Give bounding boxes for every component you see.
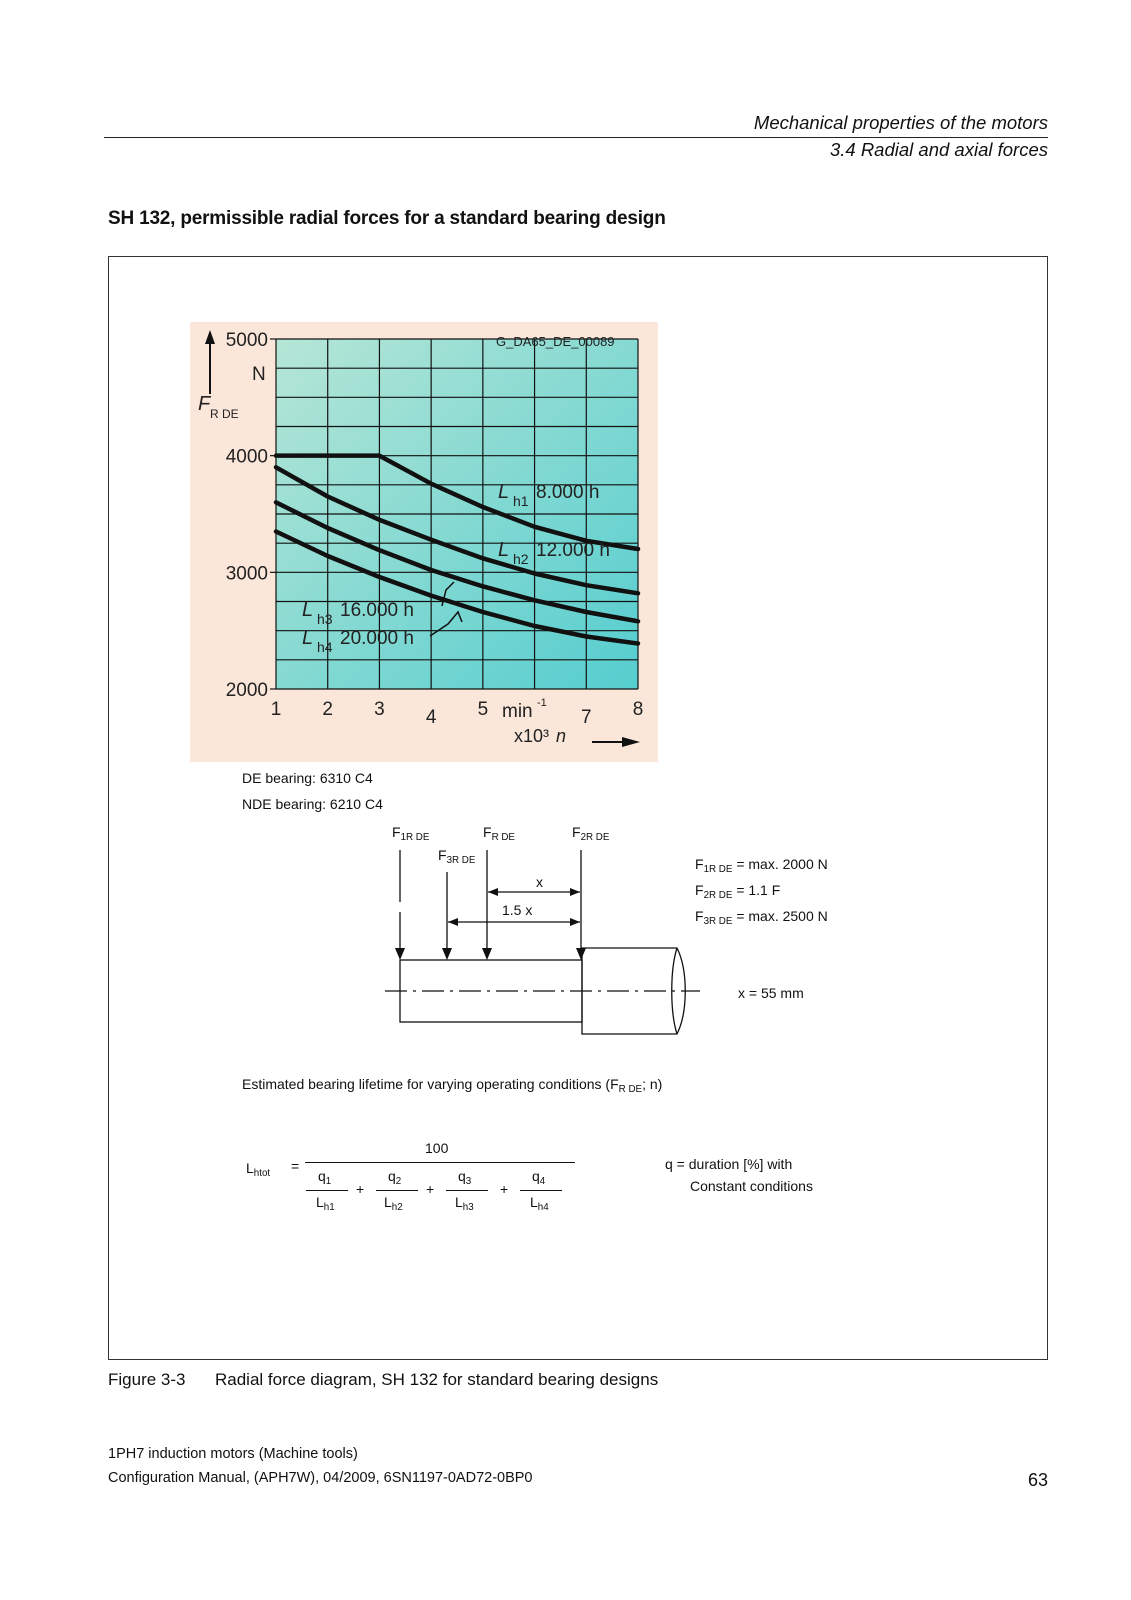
fraction-bar-2: [376, 1190, 418, 1191]
x-value: x = 55 mm: [738, 985, 804, 1001]
series-label-L-h4: L: [302, 627, 314, 649]
x-tick-label: 1: [270, 699, 282, 720]
shaft-diagram: [380, 820, 710, 1050]
q3: $q_3$: [458, 1168, 472, 1187]
x-unit-exponent: -1: [537, 697, 547, 709]
lh3: $L_{h3}$: [455, 1194, 474, 1213]
header-rule: [104, 137, 1048, 138]
footer-line-1: 1PH7 induction motors (Machine tools): [108, 1446, 358, 1462]
header-section: Mechanical properties of the motors: [753, 112, 1048, 133]
formula-equals: =: [291, 1158, 300, 1174]
y-symbol-label: F: [198, 393, 211, 415]
chart-id-label: G_DA65_DE_00089: [496, 334, 615, 349]
formula-numerator: 100: [425, 1140, 449, 1156]
dim-x-left-arrow: [488, 888, 498, 896]
y-unit-label: N: [252, 364, 266, 385]
x-tick-label: 4: [425, 707, 437, 728]
f3-equation: $F_{3R DE} = \max$. 2500 N: [695, 908, 828, 927]
main-fraction-bar: [305, 1162, 575, 1163]
plus-3: +: [500, 1181, 509, 1197]
lh2: $L_{h2}$: [384, 1194, 403, 1213]
lh4: $L_{h4}$: [530, 1194, 549, 1213]
y-tick-label: 4000: [225, 446, 268, 468]
q2: $q_2$: [388, 1168, 402, 1187]
y-symbol-subscript: R DE: [210, 407, 239, 421]
f2-label: $F_{2R DE}$: [572, 824, 610, 843]
dim-x-right-arrow: [570, 888, 580, 896]
series-label-sub-h4: h4: [317, 639, 333, 655]
f3-label: $F_{3R DE}$: [438, 847, 476, 866]
plus-2: +: [426, 1181, 435, 1197]
x-tick-label: 7: [580, 707, 592, 728]
f3-arrowhead: [442, 948, 452, 960]
lifetime-text: Estimated bearing lifetime for varying operating conditions ($F_{R DE}$; n): [242, 1076, 663, 1095]
figure-number: Figure 3-3: [108, 1370, 186, 1389]
q1: $q_1$: [318, 1168, 332, 1187]
dim-15x-left-arrow: [448, 918, 458, 926]
y-axis-arrowhead: [205, 330, 215, 344]
header-subsection: 3.4 Radial and axial forces: [829, 139, 1048, 160]
series-label-value-h2: 12.000 h: [536, 540, 610, 561]
dim-15x-right-arrow: [570, 918, 580, 926]
y-tick-label: 2000: [225, 680, 268, 701]
fraction-bar-4: [520, 1190, 562, 1191]
f1-arrowhead: [395, 948, 405, 960]
series-label-L-h2: L: [498, 539, 510, 561]
x-tick-label: 2: [322, 699, 334, 720]
f2-equation: $F_{2R DE} = 1.1$ F: [695, 882, 781, 901]
x-tick-label: 5: [477, 699, 489, 720]
series-label-sub-h3: h3: [317, 611, 333, 627]
page-number: 63: [1027, 1470, 1048, 1490]
x-axis-arrowhead: [622, 737, 640, 747]
lh1: $L_{h1}$: [316, 1194, 335, 1213]
series-label-L-h3: L: [302, 599, 314, 621]
radial-force-chart: [190, 322, 658, 762]
series-label-L-h1: L: [498, 481, 510, 503]
de-bearing-text: DE bearing: 6310 C4: [242, 770, 373, 786]
footer-line-2: Configuration Manual, (APH7W), 04/2009, 6SN1197-0AD72-0BP0: [108, 1470, 533, 1486]
fr-arrowhead: [482, 948, 492, 960]
plus-1: +: [356, 1181, 365, 1197]
f2-arrowhead: [576, 948, 586, 960]
formula-lhs: $L_{htot}$: [246, 1160, 271, 1179]
fraction-bar-1: [306, 1190, 348, 1191]
x-symbol-label: n: [556, 726, 567, 746]
x-unit-label: min: [502, 701, 533, 722]
y-tick-label: 3000: [225, 563, 268, 585]
series-label-value-h1: 8.000 h: [536, 482, 600, 503]
formula-note-1: q = duration [%] with: [665, 1156, 793, 1172]
x-tick-label: 8: [632, 699, 644, 720]
nde-bearing-text: NDE bearing: 6210 C4: [242, 796, 383, 812]
page-title: SH 132, permissible radial forces for a standard bearing design: [108, 208, 666, 229]
dim-15x-label: 1.5 x: [502, 902, 533, 918]
series-label-value-h4: 20.000 h: [340, 628, 414, 649]
series-label-sub-h1: h1: [513, 493, 529, 509]
f1-label: $F_{1R DE}$: [392, 824, 430, 843]
x-tick-label: 3: [374, 699, 385, 720]
q4: $q_4$: [532, 1168, 546, 1187]
x-scale-label: x10³: [514, 726, 550, 746]
series-label-value-h3: 16.000 h: [340, 600, 414, 621]
f1-equation: $F_{1R DE} = \max$. 2000 N: [695, 856, 828, 875]
fr-label: $F_{R DE}$: [483, 824, 515, 843]
series-label-sub-h2: h2: [513, 551, 529, 567]
shaft-large: [582, 948, 685, 1034]
y-tick-label: 5000: [225, 330, 268, 351]
dim-x-label: x: [536, 874, 543, 890]
figure-caption: Radial force diagram, SH 132 for standard bearing designs: [215, 1370, 659, 1389]
formula-note-2: Constant conditions: [690, 1178, 813, 1194]
fraction-bar-3: [446, 1190, 488, 1191]
